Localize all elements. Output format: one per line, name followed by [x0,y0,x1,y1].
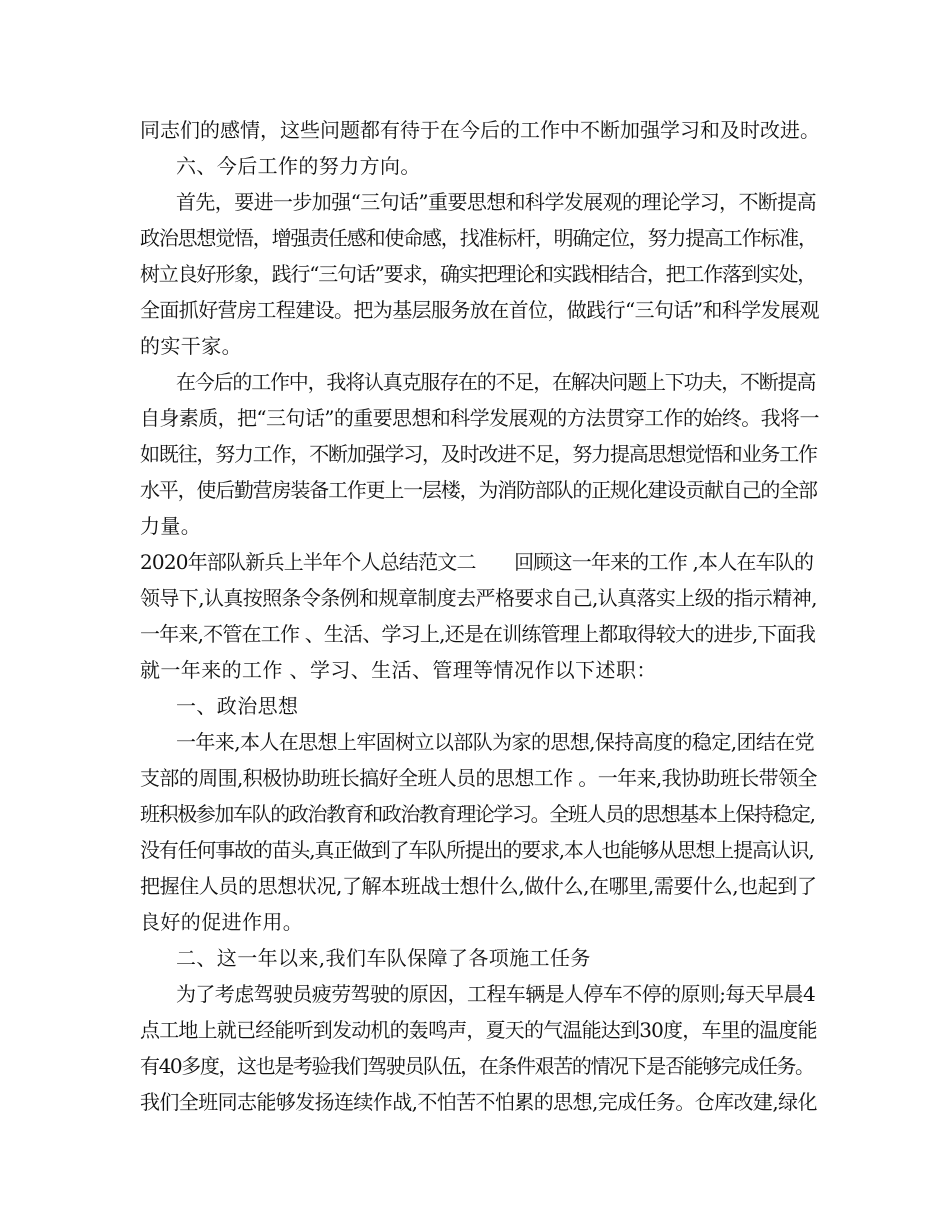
text-line: 点工地上就已经能听到发动机的轰鸣声，夏天的气温能达到30度，车里的温度能 [140,1018,817,1042]
text-line: 一年来,本人在思想上牢固树立以部队为家的思想,保持高度的稳定,团结在党 [176,730,815,754]
text-line: 同志们的感情，这些问题都有待于在今后的工作中不断加强学习和及时改进。 [140,118,820,142]
text-line: 有40多度，这也是考验我们驾驶员队伍，在条件艰苦的情况下是否能够完成任务。 [140,1054,814,1078]
text-line: 的实干家。 [140,334,242,358]
text-line: 全面抓好营房工程建设。把为基层服务放在首位，做践行“三句话”和科学发展观 [140,298,819,322]
text-line: 领导下,认真按照条令条例和规章制度去严格要求自己,认真落实上级的指示精神, [140,586,817,610]
text-line: 良好的促进作用。 [140,910,304,934]
text-line: 把握住人员的思想状况,了解本班战士想什么,做什么,在哪里,需要什么,也起到了 [140,874,817,898]
text-line: 自身素质，把“三句话”的重要思想和科学发展观的方法贯穿工作的始终。我将一 [140,406,819,430]
text-line: 就一年来的工作 、学习、生活、管理等情况作以下述职： [140,658,657,682]
text-line: 我们全班同志能够发扬连续作战,不怕苦不怕累的思想,完成任务。仓库改建,绿化 [140,1090,817,1114]
text-line: 一年来,不管在工作 、生活、学习上,还是在训练管理上都取得较大的进步,下面我 [140,622,816,646]
text-line: 树立良好形象，践行“三句话”要求，确实把理论和实践相结合，把工作落到实处， [140,262,817,286]
section-heading: 一、政治思想 [176,694,299,718]
text-line: 支部的周围,积极协助班长搞好全班人员的思想工作 。一年来,我协助班长带领全 [140,766,817,790]
text-line: 班积极参加车队的政治教育和政治教育理论学习。全班人员的思想基本上保持稳定, [140,802,815,826]
text-line: 水平，使后勤营房装备工作更上一层楼，为消防部队的正规化建设贡献自己的全部 [140,478,817,502]
text-line: 政治思想觉悟，增强责任感和使命感，找准标杆，明确定位，努力提高工作标准， [140,226,817,250]
text-line: 首先，要进一步加强“三句话”重要思想和科学发展观的理论学习，不断提高 [176,190,817,214]
text-line: 力量。 [140,514,202,538]
article-title-line: 2020年部队新兵上半年个人总结范文二 回顾这一年来的工作 ,本人在车队的 [140,550,814,574]
text-line: 为了考虑驾驶员疲劳驾驶的原因，工程车辆是人停车不停的原则;每天早晨4 [176,982,816,1006]
section-heading: 六、今后工作的努力方向。 [176,154,421,178]
text-line: 没有任何事故的苗头,真正做到了车队所提出的要求,本人也能够从思想上提高认识, [140,838,814,862]
text-line: 如既往，努力工作，不断加强学习，及时改进不足，努力提高思想觉悟和业务工作 [140,442,817,466]
section-heading: 二、这一年以来,我们车队保障了各项施工任务 [176,946,591,970]
text-line: 在今后的工作中，我将认真克服存在的不足，在解决问题上下功夫，不断提高 [176,370,816,394]
